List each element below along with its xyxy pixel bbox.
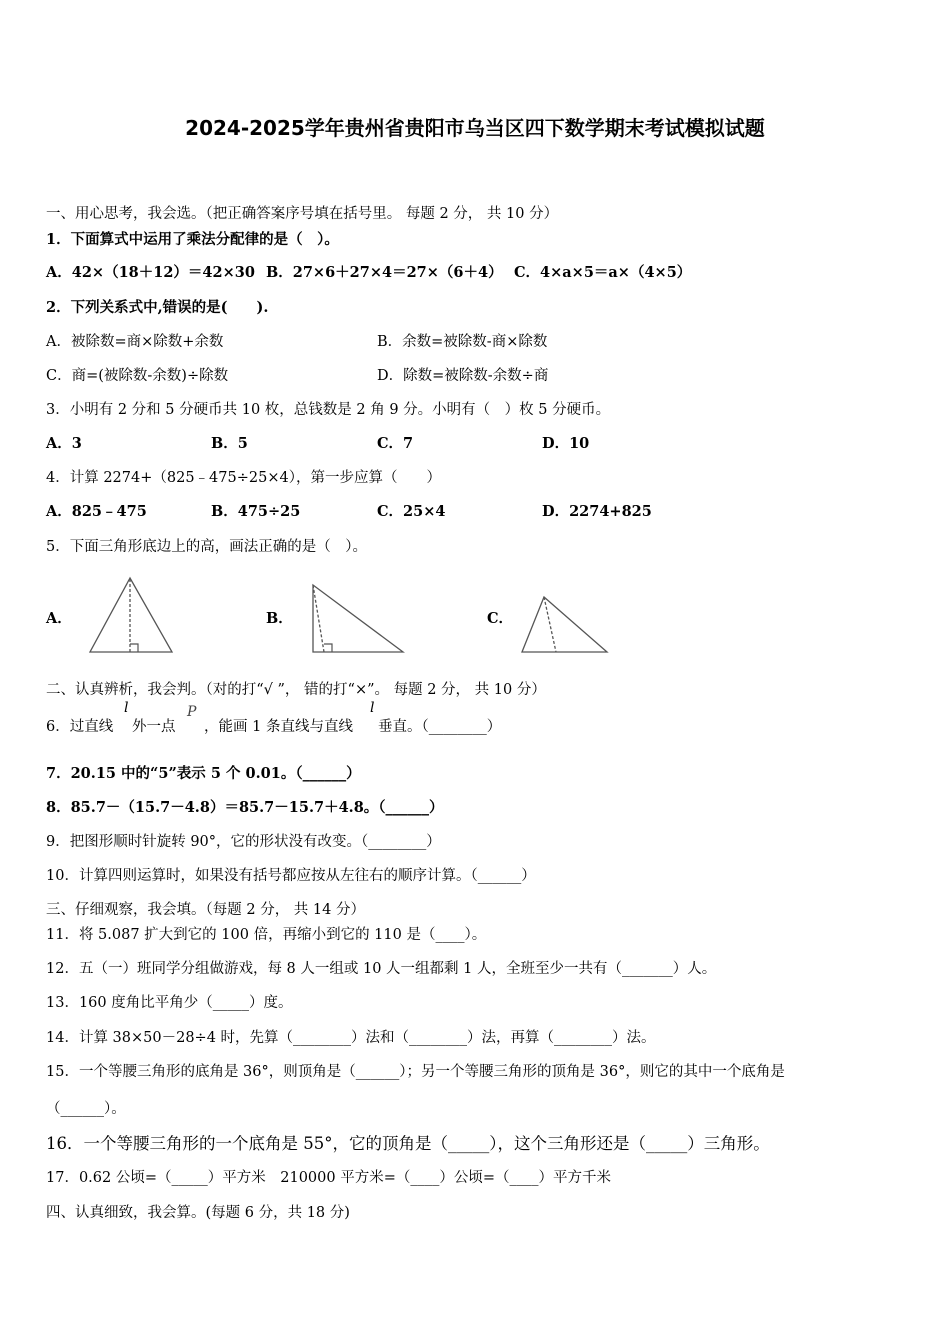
question-12: 12．五（一）班同学分组做游戏，每 8 人一组或 10 人一组都剩 1 人，全班至少一共有（_______）人。	[46, 961, 717, 977]
triangle-b-figure	[306, 580, 410, 658]
q6-line-l-symbol: l	[124, 700, 129, 716]
q1-option-c: C．4×a×5＝a×（4×5）	[514, 264, 692, 281]
q5-option-c: C．	[487, 610, 514, 627]
question-4: 4．计算 2274+（825﹣475÷25×4），第一步应算（ ）	[46, 470, 441, 486]
q6-point-p-symbol: P	[187, 704, 197, 720]
question-16: 16．一个等腰三角形的一个底角是 55°，它的顶角是（_____），这个三角形还是（_____）三角形。	[46, 1134, 770, 1153]
question-7: 7．20.15 中的“5”表示 5 个 0.01。（______）	[46, 765, 361, 782]
q4-option-a: A．825﹣475	[46, 503, 147, 520]
section-2-heading: 二、认真辨析，我会判。（对的打“√ ”， 错的打“×”。 每题 2 分， 共 10 分）	[46, 682, 546, 698]
q3-option-c: C．7	[377, 435, 414, 452]
question-11: 11．将 5.087 扩大到它的 100 倍，再缩小到它的 110 是（____）。	[46, 927, 487, 943]
question-14: 14．计算 38×50－28÷4 时，先算（________）法和（________）法，再算（________）法。	[46, 1030, 656, 1046]
question-2: 2．下列关系式中,错误的是( ).	[46, 299, 269, 316]
q2-option-d: D．除数=被除数-余数÷商	[377, 368, 549, 384]
question-13: 13．160 度角比平角少（_____）度。	[46, 995, 293, 1011]
q3-option-a: A．3	[46, 435, 82, 452]
q4-option-c: C．25×4	[377, 503, 446, 520]
q3-option-b: B．5	[211, 435, 248, 452]
page-title: 2024-2025学年贵州省贵阳市乌当区四下数学期末考试模拟试题	[185, 116, 765, 140]
question-15-line-2: （______）。	[46, 1101, 126, 1117]
section-1-heading: 一、用心思考，我会选。（把正确答案序号填在括号里。 每题 2 分， 共 10 分）	[46, 206, 559, 222]
q6-text-4: 垂直。（________）	[378, 719, 502, 735]
q5-option-a: A．	[46, 610, 72, 627]
question-9: 9．把图形顺时针旋转 90°，它的形状没有改变。（________）	[46, 834, 441, 850]
q6-text-2: 外一点	[132, 719, 176, 735]
q4-option-b: B．475÷25	[211, 503, 301, 520]
q1-option-a: A．42×（18＋12）＝42×30	[46, 264, 255, 281]
q2-option-a: A．被除数=商×除数+余数	[46, 334, 224, 350]
triangle-a-figure	[86, 575, 178, 657]
triangle-c-figure	[517, 592, 613, 658]
q1-option-b: B．27×6＋27×4＝27×（6＋4）	[266, 264, 503, 281]
q2-option-b: B．余数=被除数-商×除数	[377, 334, 548, 350]
q3-option-d: D．10	[542, 435, 590, 452]
question-8: 8．85.7－（15.7－4.8）＝85.7－15.7＋4.8。（______）	[46, 799, 444, 816]
question-17: 17．0.62 公顷=（_____）平方米 210000 平方米=（____）公顷=（____）平方千米	[46, 1170, 612, 1186]
question-3: 3．小明有 2 分和 5 分硬币共 10 枚，总钱数是 2 角 9 分。小明有（ ）枚 5 分硬币。	[46, 402, 611, 418]
q4-option-d: D．2274+825	[542, 503, 652, 520]
section-3-heading: 三、仔细观察，我会填。（每题 2 分， 共 14 分）	[46, 902, 365, 918]
q6-line-l-symbol-2: l	[370, 700, 375, 716]
question-15-line-1: 15．一个等腰三角形的底角是 36°，则顶角是（______）；另一个等腰三角形的顶角是 36°，则它的其中一个底角是	[46, 1064, 785, 1080]
q6-text-3: ，能画 1 条直线与直线	[204, 719, 353, 735]
question-1: 1．下面算式中运用了乘法分配律的是（ ）。	[46, 231, 339, 248]
q2-option-c: C．商=(被除数-余数)÷除数	[46, 368, 229, 384]
q5-option-b: B．	[266, 610, 293, 627]
question-5: 5．下面三角形底边上的高，画法正确的是（ ）。	[46, 539, 367, 555]
question-10: 10．计算四则运算时，如果没有括号都应按从左往右的顺序计算。（______）	[46, 868, 536, 884]
section-4-heading: 四、认真细致，我会算。(每题 6 分，共 18 分)	[46, 1205, 350, 1221]
q6-text-1: 6．过直线	[46, 719, 114, 735]
